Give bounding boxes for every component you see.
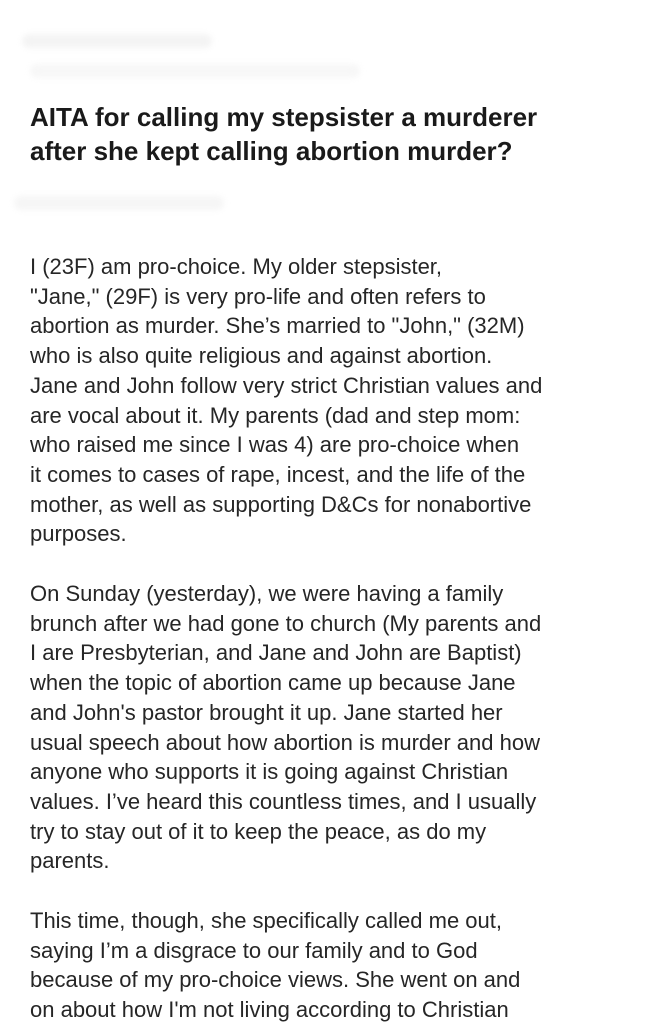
body-line: brunch after we had gone to church (My parents and	[30, 610, 542, 636]
body-line: purposes.	[30, 521, 127, 547]
body-paragraph-3	[30, 906, 630, 1024]
post-title-line: AITA for calling my stepsister a murderer	[30, 102, 538, 132]
body-line: try to stay out of it to keep the peace, as do my	[30, 818, 487, 844]
body-line: usual speech about how abortion is murder and how	[30, 729, 540, 755]
body-line: and John's pastor brought it up. Jane started her	[30, 699, 503, 725]
body-line: because of my pro-choice views. She went on and	[30, 967, 521, 993]
body-line: I (23F) am pro-choice. My older stepsister,	[30, 254, 443, 279]
body-line: parents.	[30, 848, 110, 874]
body-line: are vocal about it. My parents (dad and step mom:	[30, 402, 521, 428]
post-body	[30, 252, 630, 1024]
post-title	[30, 100, 630, 168]
body-paragraph-1	[30, 252, 630, 549]
body-line: abortion as murder. She’s married to "John," (32M)	[30, 313, 525, 339]
body-line: on about how I'm not living according to Christian	[30, 997, 509, 1023]
body-line: it comes to cases of rape, incest, and the life of the	[30, 461, 526, 487]
body-line: I are Presbyterian, and Jane and John are Baptist)	[30, 640, 522, 666]
body-line: "Jane," (29F) is very pro-life and often refers to	[30, 283, 486, 309]
body-line: This time, though, she specifically called me out,	[30, 908, 503, 934]
body-line: saying I’m a disgrace to our family and to God	[30, 937, 478, 963]
body-line: anyone who supports it is going against Christian	[30, 759, 509, 785]
body-line: who is also quite religious and against abortion.	[30, 343, 493, 369]
body-line: values. I’ve heard this countless times, and I usually	[30, 788, 537, 814]
body-line: On Sunday (yesterday), we were having a family	[30, 581, 504, 607]
body-line: when the topic of abortion came up because Jane	[30, 670, 516, 696]
body-line: mother, as well as supporting D&Cs for nonabortive	[30, 491, 532, 517]
body-paragraph-2	[30, 579, 630, 876]
body-line: Jane and John follow very strict Christian values and	[30, 372, 543, 398]
body-line: who raised me since I was 4) are pro-choice when	[30, 432, 520, 458]
post-title-line: after she kept calling abortion murder?	[30, 136, 513, 166]
